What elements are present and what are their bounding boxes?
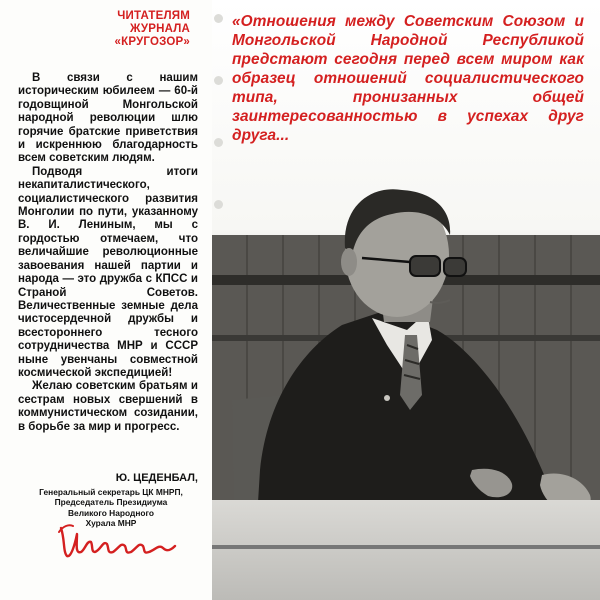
pull-quote: «Отношения между Советским Союзом и Монгольской Народной Республикой предстают сегодня перед всем миром как образец отношений социалистического типа, пронизанных общей заинтересованностью в успехах друг друга... (232, 13, 584, 144)
signature-title-line-3: Великого Народного (67, 507, 154, 518)
letter-paragraph-2: Подводя итоги некапиталистического, социалистического развития Монголии по пути, указанному В. И. Лениным, мы с гордостью отмечаем, что величайшие революционные завоевания нашей партии и народа — это дружба с КПСС и Страной Советов. Величественные земные дела чистосердечной дружбы и всестороннего тесного сотрудничества МНР и СССР ныне увенчаны совместной космической экспедицией! (18, 165, 198, 379)
desk-edge (212, 545, 600, 549)
signature-title-line-2: Председатель Президиума (54, 497, 168, 508)
perforation-hole (214, 76, 223, 85)
letter-column (0, 0, 212, 600)
handwritten-signature (55, 520, 180, 565)
lapel-pin (384, 395, 390, 401)
header-line-1: ЧИТАТЕЛЯМ (117, 10, 190, 22)
perforation-hole (214, 138, 223, 147)
header-line-2: ЖУРНАЛА (129, 23, 190, 35)
letter-paragraph-1: В связи с нашим историческим юбилеем — 60-й годовщиной Монгольской народной революции шлю горячие братские приветствия и искреннюю благодарность всем советским людям. (18, 72, 198, 165)
glasses-right-lens (444, 258, 466, 276)
header-line-3: «КРУГОЗОР» (114, 36, 190, 48)
mouth (430, 300, 450, 303)
perforation-hole (214, 200, 223, 209)
letter-header (40, 10, 190, 49)
signature-name: Ю. ЦЕДЕНБАЛ, (115, 472, 198, 484)
ear (341, 248, 357, 276)
signature-title-line-1: Генеральный секретарь ЦК МНРП, (39, 487, 183, 497)
desk-table (212, 500, 600, 600)
letter-paragraph-3: Желаю советским братьям и сестрам новых свершений в коммунистическом созидании, в борьбе за мир и прогресс. (18, 380, 198, 433)
perforation-hole (214, 14, 223, 23)
glasses-left-lens (410, 256, 440, 276)
letter-body (18, 72, 198, 434)
signature-title-line-4: Хурала МНР (85, 517, 137, 528)
